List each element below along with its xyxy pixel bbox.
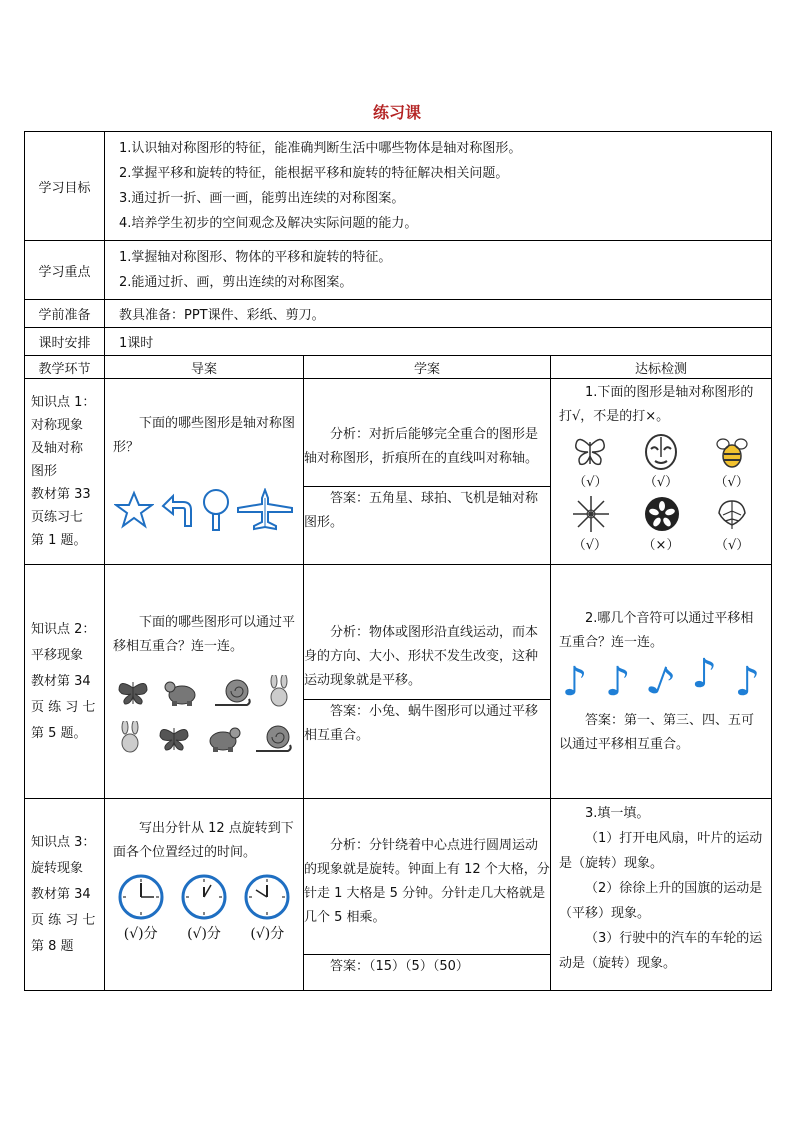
guide-text: 下面的哪些图形是轴对称图形？: [113, 415, 296, 455]
snail-picture-icon: [213, 677, 253, 707]
kp-line: 第 5 题。: [31, 725, 87, 741]
star-shape-icon: [114, 490, 154, 530]
header-guide: 导案: [105, 356, 304, 379]
study-cell-3: [304, 799, 551, 991]
butterfly-picture-icon: [115, 676, 151, 708]
preparation-text: 教具准备：PPT课件、彩纸、剪刀。: [105, 300, 772, 328]
knowledge-point-2: [25, 565, 105, 799]
rabbit-picture-icon: [264, 675, 294, 709]
schedule-text: 1课时: [105, 328, 772, 356]
lesson-plan-table: [24, 131, 772, 991]
kp-line: 第 1 题。: [31, 533, 87, 548]
kp-line: 知识点 2：: [31, 621, 96, 637]
test-answer: 答案：第一、第三、四、五可以通过平移相互重合。: [559, 712, 755, 752]
mark-emblem: （×）: [642, 538, 680, 553]
key-points-content: [105, 241, 772, 300]
page-title: 练习课: [372, 103, 421, 122]
kp-line: 旋转现象: [31, 860, 84, 876]
bauhinia-emblem-icon: [643, 495, 681, 533]
study-cell-1: [304, 379, 551, 565]
guide-cell-3: [105, 799, 304, 991]
clock-icon: [117, 873, 165, 921]
kp-line: 及轴对称: [31, 441, 84, 456]
music-note-icon: ♪: [641, 655, 681, 708]
clock-caption: (√)分: [123, 926, 158, 942]
study-cell-2: [304, 565, 551, 799]
mark-bee: （√）: [714, 475, 749, 490]
airplane-icon: [236, 488, 294, 532]
kp-line: 知识点 3：: [31, 834, 96, 850]
mark-mask: （√）: [643, 475, 679, 490]
test-item: （1）打开电风扇，叶片的运动是（旋转）现象。: [559, 831, 763, 871]
test-title: 3.填一填。: [585, 806, 650, 821]
knowledge-point-1: [25, 379, 105, 565]
schedule-label: 课时安排: [25, 328, 105, 356]
music-note-icon: ♪: [561, 658, 588, 705]
butterfly-picture-icon: [156, 722, 192, 754]
kp-line: 平移现象: [31, 647, 84, 663]
kp-line: 教材第 34: [31, 673, 91, 689]
music-note-icon: ♪: [734, 658, 761, 705]
leaf-icon: [713, 495, 751, 533]
knowledge-point-3: [25, 799, 105, 991]
test-item: （2）徐徐上升的国旗的运动是（平移）现象。: [559, 881, 763, 921]
kp-line: 知识点 1：: [31, 395, 96, 410]
header-test: 达标检测: [551, 356, 772, 379]
header-study: 学案: [304, 356, 551, 379]
analysis-text: 分析：分针绕着中心点进行圆周运动的现象就是旋转。钟面上有 12 个大格，分针走 1 大格是 5 分钟。分针走几大格就是几个 5 相乘。: [304, 810, 550, 954]
objective-item: 2.掌握平移和旋转的特征，能根据平移和旋转的特征解决相关问题。: [119, 166, 509, 181]
analysis-text: 分析：对折后能够完全重合的图形是轴对称图形，折痕所在的直线叫对称轴。: [304, 408, 550, 486]
snail-picture-icon: [254, 723, 294, 753]
kp-line: 教材第 33: [31, 487, 91, 502]
kp-line: 对称现象: [31, 418, 84, 433]
test-question: 1.下面的图形是轴对称图形的打√，不是的打×。: [559, 385, 754, 424]
kp-line: 页 练 习 七: [31, 699, 96, 715]
mark-snowflake: （√）: [572, 538, 608, 553]
key-points-label: 学习重点: [25, 241, 105, 300]
snowflake-icon: [571, 494, 611, 534]
kp-line: 第 8 题: [31, 938, 74, 954]
objective-item: 4.培养学生初步的空间观念及解决实际问题的能力。: [119, 216, 418, 231]
test-item: （3）行驶中的汽车的车轮的运动是（旋转）现象。: [559, 931, 763, 971]
guide-cell-1: [105, 379, 304, 565]
guide-text: 写出分针从 12 点旋转到下面各个位置经过的时间。: [113, 821, 294, 860]
answer-text: 答案：小兔、蜗牛图形可以通过平移相互重合。: [304, 703, 539, 743]
opera-mask-icon: [643, 433, 679, 471]
clock-caption: (√)分: [187, 926, 221, 942]
answer-text: 答案：（15）（5）（50）: [330, 958, 469, 974]
clock-icon: [180, 873, 228, 921]
test-cell-3: [551, 799, 772, 991]
header-teaching-step: 教学环节: [25, 356, 105, 379]
answer-text: 答案：五角星、球拍、飞机是轴对称图形。: [304, 490, 539, 530]
guide-text: 下面的哪些图形可以通过平移相互重合？连一连。: [113, 615, 296, 654]
preparation-label: 学前准备: [25, 300, 105, 328]
music-note-icon: ♪: [605, 658, 631, 705]
butterfly-icon: [572, 434, 608, 470]
analysis-text: 分析：物体或图形沿直线运动，而本身的方向、大小、形状不发生改变，这种运动现象就是平移。: [304, 615, 550, 699]
turtle-picture-icon: [203, 723, 243, 753]
key-point-item: 2.能通过折、画，剪出连续的对称图案。: [119, 275, 353, 290]
turtle-picture-icon: [162, 677, 202, 707]
rabbit-picture-icon: [115, 721, 145, 755]
clock-icon: [243, 873, 291, 921]
mark-leaf: （√）: [714, 538, 750, 553]
objective-item: 1.认识轴对称图形的特征，能准确判断生活中哪些物体是轴对称图形。: [119, 141, 522, 156]
test-cell-2: [551, 565, 772, 799]
objectives-content: [105, 132, 772, 241]
key-point-item: 1.掌握轴对称图形、物体的平移和旋转的特征。: [119, 250, 392, 265]
kp-line: 页练习七: [31, 510, 84, 525]
mark-butterfly: （√）: [573, 475, 608, 490]
turn-arrow-icon: [159, 490, 195, 530]
clock-caption: (√)分: [250, 926, 285, 942]
objective-item: 3.通过折一折、画一画，能剪出连续的对称图案。: [119, 191, 405, 206]
objectives-label: 学习目标: [25, 132, 105, 241]
kp-line: 教材第 34: [31, 886, 91, 902]
test-cell-1: [551, 379, 772, 565]
paddle-icon: [201, 488, 231, 532]
kp-line: 页 练 习 七: [31, 912, 96, 928]
bee-icon: [714, 434, 750, 470]
music-note-icon: ♪: [691, 650, 717, 697]
kp-line: 图形: [31, 464, 58, 479]
test-question: 2.哪几个音符可以通过平移相互重合？连一连。: [559, 610, 754, 650]
guide-cell-2: [105, 565, 304, 799]
